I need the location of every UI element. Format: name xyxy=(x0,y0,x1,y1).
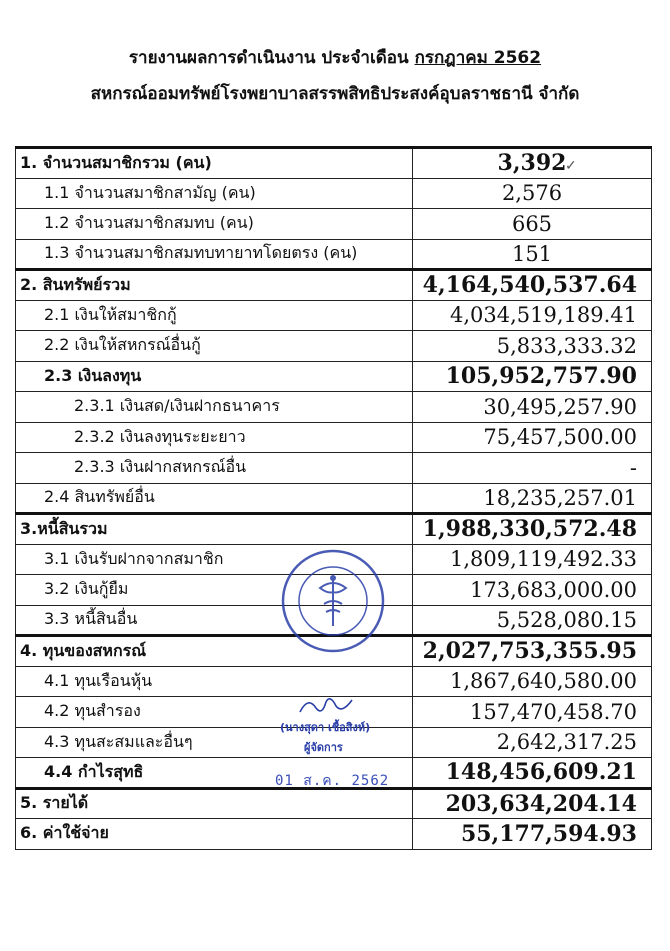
table-row xyxy=(16,483,652,514)
table-row xyxy=(16,361,652,392)
table-row xyxy=(16,514,652,545)
row-label: 1.1 จำนวนสมาชิกสามัญ (คน) xyxy=(16,178,413,209)
row-value: 1,809,119,492.33 xyxy=(413,544,652,575)
report-title-prefix: รายงานผลการดำเนินงาน ประจำเดือน xyxy=(128,48,415,68)
row-label: 3.1 เงินรับฝากจากสมาชิก xyxy=(16,544,413,575)
row-label: 5. รายได้ xyxy=(16,788,413,819)
row-label: 4.3 ทุนสะสมและอื่นๆ xyxy=(16,727,413,758)
row-label: 2.3 เงินลงทุน xyxy=(16,361,413,392)
row-value: 105,952,757.90 xyxy=(413,361,652,392)
table-row xyxy=(16,331,652,362)
row-label: 1.2 จำนวนสมาชิกสมทบ (คน) xyxy=(16,209,413,240)
row-value: 148,456,609.21 xyxy=(413,758,652,789)
row-label: 2.3.2 เงินลงทุนระยะยาว xyxy=(16,422,413,453)
row-value: 2,027,753,355.95 xyxy=(413,636,652,667)
row-label: 4. ทุนของสหกรณ์ xyxy=(16,636,413,667)
row-label: 2.3.3 เงินฝากสหกรณ์อื่น xyxy=(16,453,413,484)
report-period: กรกฎาคม 2562 xyxy=(414,48,542,68)
row-label: 2.3.1 เงินสด/เงินฝากธนาคาร xyxy=(16,392,413,423)
row-label: 2.4 สินทรัพย์อื่น xyxy=(16,483,413,514)
row-value: 30,495,257.90 xyxy=(413,392,652,423)
row-value: 75,457,500.00 xyxy=(413,422,652,453)
manager-signature xyxy=(280,694,400,764)
row-label: 3.2 เงินกู้ยืม xyxy=(16,575,413,606)
row-value: 4,034,519,189.41 xyxy=(413,300,652,331)
table-row xyxy=(16,788,652,819)
row-label: 2.2 เงินให้สหกรณ์อื่นกู้ xyxy=(16,331,413,362)
row-value: 1,867,640,580.00 xyxy=(413,666,652,697)
report-subtitle: สหกรณ์ออมทรัพย์โรงพยาบาลสรรพสิทธิประสงค์อุบลราชธานี จำกัด xyxy=(90,84,580,104)
row-label: 2. สินทรัพย์รวม xyxy=(16,270,413,301)
row-label: 4.4 กำไรสุทธิ xyxy=(16,758,413,789)
row-value: 3,392 xyxy=(413,148,652,179)
row-value: 55,177,594.93 xyxy=(413,819,652,850)
table-row xyxy=(16,148,652,179)
table-row xyxy=(16,209,652,240)
report-title xyxy=(0,44,670,71)
row-label: 6. ค่าใช้จ่าย xyxy=(16,819,413,850)
row-value: 5,528,080.15 xyxy=(413,605,652,636)
table-row xyxy=(16,666,652,697)
table-row xyxy=(16,300,652,331)
row-value: 203,634,204.14 xyxy=(413,788,652,819)
row-value: 173,683,000.00 xyxy=(413,575,652,606)
row-value: 4,164,540,537.64 xyxy=(413,270,652,301)
row-label: 4.1 ทุนเรือนหุ้น xyxy=(16,666,413,697)
row-value: 18,235,257.01 xyxy=(413,483,652,514)
row-label: 4.2 ทุนสำรอง xyxy=(16,697,413,728)
signer-role: ผู้จัดการ xyxy=(304,741,343,754)
row-label: 1.3 จำนวนสมาชิกสมทบทายาทโดยตรง (คน) xyxy=(16,239,413,270)
signer-name: (นางสุดา เชื้อสิงห์) xyxy=(280,721,371,734)
row-label: 3.หนี้สินรวม xyxy=(16,514,413,545)
table-row xyxy=(16,239,652,270)
table-row xyxy=(16,819,652,850)
row-label: 3.3 หนี้สินอื่น xyxy=(16,605,413,636)
row-label: 2.1 เงินให้สมาชิกกู้ xyxy=(16,300,413,331)
row-value: - xyxy=(413,453,652,484)
row-value: 1,988,330,572.48 xyxy=(413,514,652,545)
table-row xyxy=(16,453,652,484)
row-value: 157,470,458.70 xyxy=(413,697,652,728)
row-value: 151 xyxy=(413,239,652,270)
row-value: 2,642,317.25 xyxy=(413,727,652,758)
cooperative-seal-icon xyxy=(280,548,386,654)
table-row xyxy=(16,392,652,423)
row-value: 665 xyxy=(413,209,652,240)
check-mark-icon: ✓ xyxy=(565,158,577,174)
row-value: 2,576 xyxy=(413,178,652,209)
row-value: 5,833,333.32 xyxy=(413,331,652,362)
date-stamp: 01 ส.ค. 2562 xyxy=(275,773,390,789)
signature-scribble-icon xyxy=(296,694,356,718)
table-row xyxy=(16,422,652,453)
table-row xyxy=(16,270,652,301)
table-row xyxy=(16,178,652,209)
row-label: 1. จำนวนสมาชิกรวม (คน) xyxy=(16,148,413,179)
